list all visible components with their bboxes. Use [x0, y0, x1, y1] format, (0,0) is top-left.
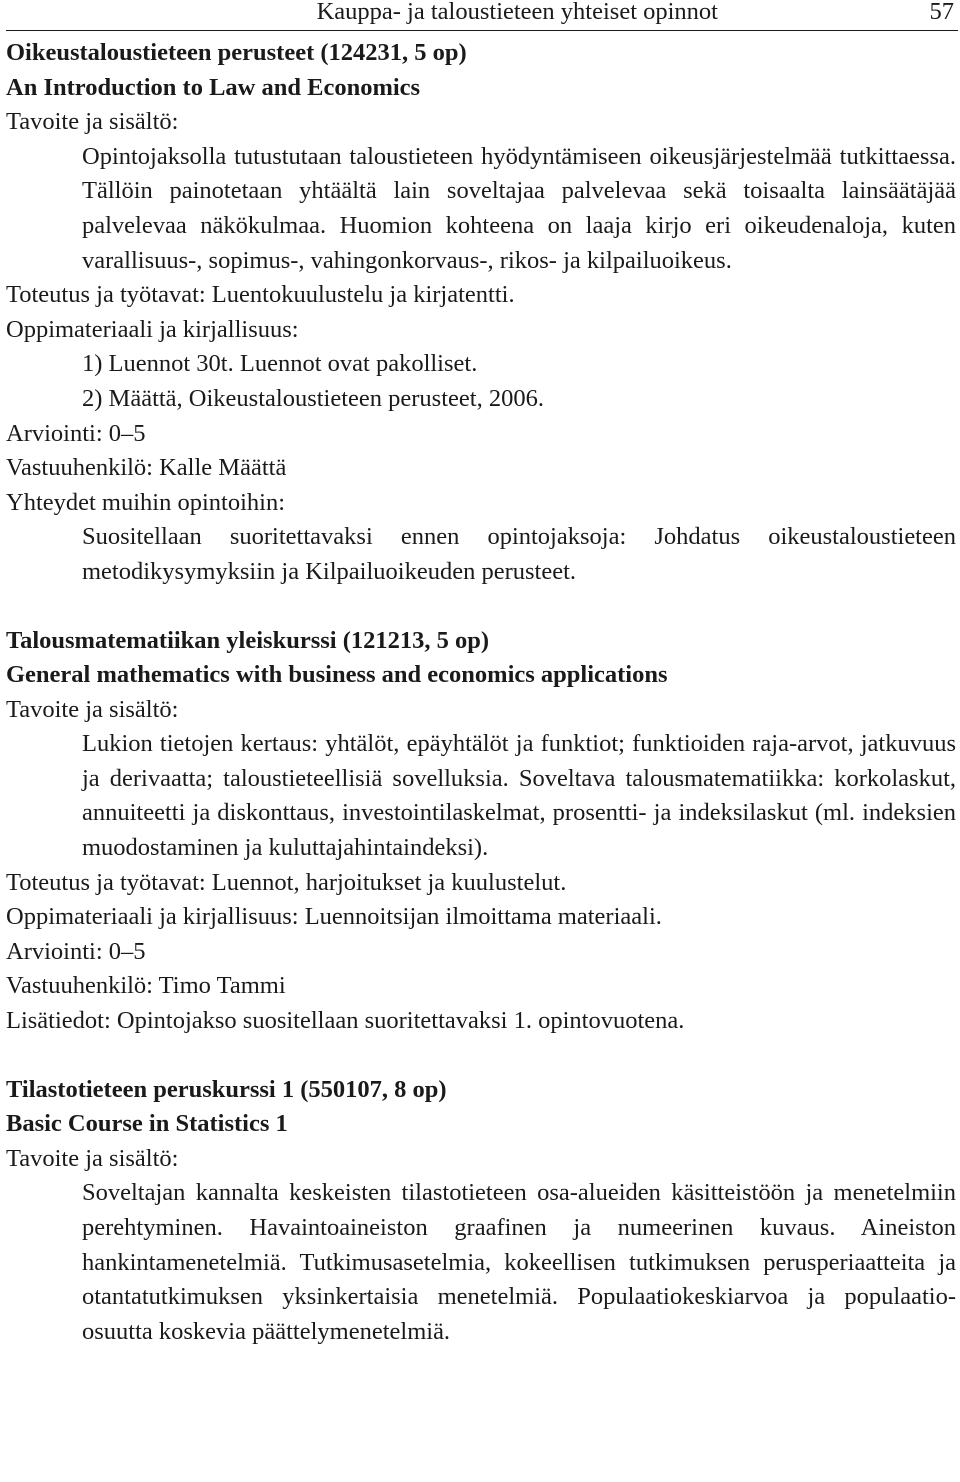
implementation-text: Toteutus ja työtavat: Luentokuulustelu ja kirjatentti. — [6, 281, 515, 309]
page-number: 57 — [929, 0, 954, 25]
materials-text: Oppimateriaali ja kirjallisuus: Luennoitsijan ilmoittama materiaali. — [6, 903, 662, 931]
course-title-en: Basic Course in Statistics 1 — [6, 1110, 288, 1138]
running-header-title: Kauppa- ja taloustieteen yhteiset opinnot — [316, 0, 718, 25]
running-header — [6, 0, 958, 31]
course-entry — [6, 36, 956, 590]
goal-label: Tavoite ja sisältö: — [6, 1144, 179, 1172]
relations-label: Yhteydet muihin opintoihin: — [6, 488, 286, 516]
course-title-fi: Talousmatematiikan yleiskurssi (121213, 5 op) — [6, 626, 490, 654]
materials-item: 2) Määttä, Oikeustaloustieteen perusteet, 2006. — [82, 384, 544, 412]
goal-label: Tavoite ja sisältö: — [6, 108, 179, 136]
course-title-en: General mathematics with business and economics applications — [6, 661, 668, 689]
materials-item: 1) Luennot 30t. Luennot ovat pakolliset. — [82, 350, 478, 378]
course-title-fi: Oikeustaloustieteen perusteet (124231, 5 op) — [6, 39, 467, 66]
page-content — [6, 36, 956, 1349]
course-title-en: An Introduction to Law and Economics — [6, 73, 421, 101]
implementation-text: Toteutus ja työtavat: Luennot, harjoitukset ja kuulustelut. — [6, 868, 567, 896]
goal-label: Tavoite ja sisältö: — [6, 695, 179, 723]
goal-text: Lukion tietojen kertaus: yhtälöt, epäyhtälöt ja funktiot; funktioiden raja-arvot, jatkuvuus ja derivaatta; taloustieteellisiä sovelluksia. Soveltava talousmatematiikka: korkolaskut, annuiteetti ja diskonttaus, investointilaskelmat, prosentti- ja indeksilaskut (ml. indeksien muodostaminen ja kuluttajahintaindeksi). — [82, 730, 956, 862]
materials-label: Oppimateriaali ja kirjallisuus: — [6, 315, 299, 343]
relations-text: Suositellaan suoritettavaksi ennen opintojaksoja: Johdatus oikeustaloustieteen metodikysymyksiin ja Kilpailuoikeuden perusteet. — [82, 523, 956, 585]
goal-text: Opintojaksolla tutustutaan taloustieteen hyödyntämiseen oikeusjärjestelmää tutkittaessa. Tällöin painotetaan yhtäältä lain soveltajaa palvelevaa sekä toisaalta lainsäätäjää palvelevaa näkökulmaa. Huomion kohteena on laaja kirjo eri oikeudenaloja, kuten varallisuus-, sopimus-, vahingonkorvaus-, rikos- ja kilpailuoikeus. — [82, 142, 956, 274]
additional-info: Lisätiedot: Opintojakso suositellaan suoritettavaksi 1. opintovuotena. — [6, 1007, 685, 1035]
course-title-fi: Tilastotieteen peruskurssi 1 (550107, 8 op) — [6, 1075, 447, 1103]
responsible-person: Vastuuhenkilö: Kalle Määttä — [6, 454, 287, 482]
responsible-person: Vastuuhenkilö: Timo Tammi — [6, 972, 286, 1000]
course-entry — [6, 624, 956, 1039]
grading-text: Arviointi: 0–5 — [6, 419, 146, 447]
goal-text: Soveltajan kannalta keskeisten tilastotieteen osa-alueiden käsitteistöön ja menetelmiin perehtyminen. Havaintoaineiston graafinen ja numeerinen kuvaus. Aineiston hankintamenetelmiä. Tutkimusasetelmia, kokeellisen tutkimuksen perusperiaatteita ja otantatutkimuksen yksinkertaisia menetelmiä. Populaatiokeskiarvoa ja populaatio-osuutta koskevia päättelymenetelmiä. — [82, 1179, 956, 1345]
course-entry — [6, 1073, 956, 1350]
grading-text: Arviointi: 0–5 — [6, 937, 146, 965]
